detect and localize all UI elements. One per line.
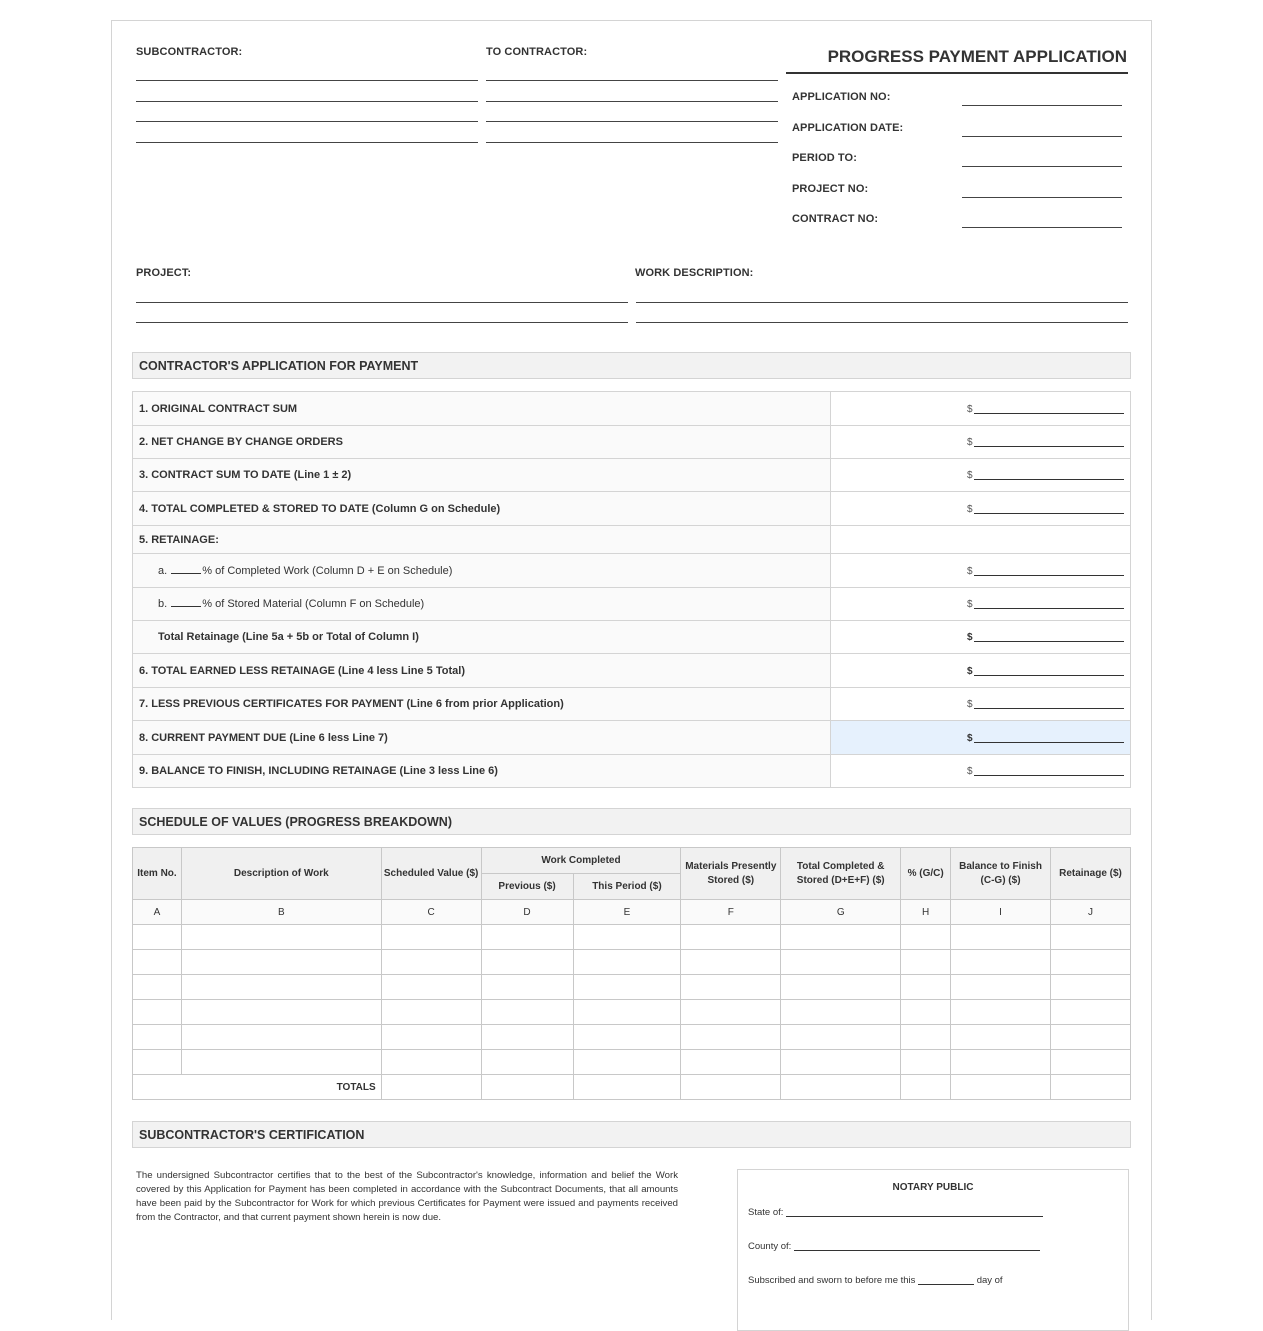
total-cell[interactable] bbox=[681, 1075, 781, 1100]
row-prefix: a. bbox=[158, 564, 168, 577]
certification-statement: The undersigned Subcontractor certifies that to the best of the Subcontractor's knowledge, information and belief the Work covered by this Application for Payment has been completed in accordance with the Subcontract Documents, that all amounts have been paid by the Subcontractor for Work for which previous Certificates for Payment were issued and payments received from the Contractor, and that current payment shown herein is now due. bbox=[136, 1170, 678, 1223]
table-cell[interactable] bbox=[181, 1000, 381, 1025]
amount-line bbox=[974, 708, 1124, 709]
application-date-field[interactable] bbox=[962, 136, 1122, 137]
table-cell[interactable] bbox=[573, 975, 681, 1000]
app-row-label: 7. LESS PREVIOUS CERTIFICATES FOR PAYMENT (Line 6 from prior Application) bbox=[133, 688, 831, 721]
totals-label: TOTALS bbox=[133, 1075, 382, 1100]
period-to-field[interactable] bbox=[962, 166, 1122, 167]
table-cell[interactable] bbox=[1050, 950, 1130, 975]
column-letter: I bbox=[951, 900, 1051, 925]
table-cell[interactable] bbox=[573, 1000, 681, 1025]
table-cell[interactable] bbox=[133, 1050, 182, 1075]
table-cell[interactable] bbox=[133, 950, 182, 975]
amount-line bbox=[974, 775, 1124, 776]
col-work-completed: Work Completed bbox=[481, 848, 681, 874]
table-cell[interactable] bbox=[781, 975, 901, 1000]
col-materials-stored: Materials Presently Stored ($) bbox=[681, 848, 781, 900]
table-cell[interactable] bbox=[481, 1025, 573, 1050]
retainage-stored-field[interactable] bbox=[831, 588, 1131, 621]
certification-section-title: SUBCONTRACTOR'S CERTIFICATION bbox=[139, 1128, 365, 1142]
total-cell[interactable] bbox=[481, 1075, 573, 1100]
table-cell[interactable] bbox=[951, 950, 1051, 975]
percent-blank[interactable] bbox=[171, 573, 201, 574]
table-row bbox=[133, 975, 1131, 1000]
subcontractor-line-1[interactable] bbox=[136, 80, 478, 81]
total-cell[interactable] bbox=[951, 1075, 1051, 1100]
column-letter: A bbox=[133, 900, 182, 925]
app-row-label: Total Retainage (Line 5a + 5b or Total of Column I) bbox=[133, 621, 831, 654]
table-cell[interactable] bbox=[1050, 975, 1130, 1000]
current-payment-due-field[interactable] bbox=[831, 721, 1131, 755]
row-prefix: b. bbox=[158, 598, 168, 610]
form-page bbox=[111, 20, 1152, 1320]
amount-line bbox=[974, 513, 1124, 514]
period-to-label: PERIOD TO: bbox=[792, 152, 857, 164]
table-cell[interactable] bbox=[481, 925, 573, 950]
app-row-8 bbox=[133, 721, 1131, 755]
amount-line bbox=[974, 446, 1124, 447]
table-cell[interactable] bbox=[381, 1050, 481, 1075]
table-cell[interactable] bbox=[781, 950, 901, 975]
subcontractor-line-4[interactable] bbox=[136, 142, 478, 143]
column-letter: J bbox=[1050, 900, 1130, 925]
table-row bbox=[133, 950, 1131, 975]
amount-line bbox=[974, 608, 1124, 609]
to-contractor-line-1[interactable] bbox=[486, 80, 778, 81]
work-description-line-2[interactable] bbox=[636, 322, 1128, 323]
amount-line bbox=[974, 675, 1124, 676]
table-cell[interactable] bbox=[781, 1025, 901, 1050]
col-previous: Previous ($) bbox=[481, 874, 573, 900]
app-row-label bbox=[133, 588, 831, 621]
app-row-5 bbox=[133, 526, 1131, 554]
table-cell[interactable] bbox=[781, 1050, 901, 1075]
column-letter: G bbox=[781, 900, 901, 925]
table-cell[interactable] bbox=[181, 925, 381, 950]
balance-to-finish-field[interactable] bbox=[831, 755, 1131, 788]
currency-symbol: $ bbox=[967, 404, 973, 415]
subcontractor-line-2[interactable] bbox=[136, 101, 478, 102]
subcontractor-label: SUBCONTRACTOR: bbox=[136, 46, 243, 58]
project-label: PROJECT: bbox=[136, 267, 192, 279]
app-row-2 bbox=[133, 426, 1131, 459]
table-cell[interactable] bbox=[481, 950, 573, 975]
amount-line bbox=[974, 742, 1124, 743]
table-cell[interactable] bbox=[381, 950, 481, 975]
app-row-label: 9. BALANCE TO FINISH, INCLUDING RETAINAGE (Line 3 less Line 6) bbox=[133, 755, 831, 788]
app-row-label: 1. ORIGINAL CONTRACT SUM bbox=[133, 392, 831, 426]
amount-line bbox=[974, 413, 1124, 414]
county-of-label: County of: bbox=[748, 1241, 792, 1252]
title-underline bbox=[786, 72, 1128, 74]
project-no-label: PROJECT NO: bbox=[792, 183, 869, 195]
table-cell[interactable] bbox=[181, 1025, 381, 1050]
table-cell[interactable] bbox=[1050, 1025, 1130, 1050]
app-row-1 bbox=[133, 392, 1131, 426]
table-cell[interactable] bbox=[901, 950, 951, 975]
application-date-label: APPLICATION DATE: bbox=[792, 122, 904, 134]
application-table bbox=[132, 391, 1131, 788]
currency-symbol: $ bbox=[967, 470, 973, 481]
table-cell[interactable] bbox=[481, 975, 573, 1000]
table-cell[interactable] bbox=[1050, 925, 1130, 950]
table-cell[interactable] bbox=[901, 1000, 951, 1025]
total-cell[interactable] bbox=[381, 1075, 481, 1100]
table-cell[interactable] bbox=[381, 1025, 481, 1050]
table-cell[interactable] bbox=[901, 975, 951, 1000]
table-cell[interactable] bbox=[133, 975, 182, 1000]
table-cell[interactable] bbox=[781, 925, 901, 950]
table-cell[interactable] bbox=[951, 975, 1051, 1000]
app-row-6 bbox=[133, 654, 1131, 688]
table-cell[interactable] bbox=[951, 1050, 1051, 1075]
table-cell[interactable] bbox=[1050, 1000, 1130, 1025]
certification-section-header bbox=[132, 1121, 1131, 1148]
currency-symbol: $ bbox=[967, 632, 973, 643]
county-of-row bbox=[748, 1241, 1040, 1252]
county-of-field[interactable] bbox=[794, 1250, 1040, 1251]
table-cell[interactable] bbox=[381, 975, 481, 1000]
total-completed-field[interactable] bbox=[831, 492, 1131, 526]
project-line-1[interactable] bbox=[136, 302, 628, 303]
app-row-label: 5. RETAINAGE: bbox=[133, 526, 831, 554]
app-row-total-retainage bbox=[133, 621, 1131, 654]
to-contractor-line-3[interactable] bbox=[486, 121, 778, 122]
currency-symbol: $ bbox=[967, 437, 973, 448]
table-row bbox=[133, 925, 1131, 950]
total-cell[interactable] bbox=[781, 1075, 901, 1100]
app-row-3 bbox=[133, 459, 1131, 492]
table-row bbox=[133, 1000, 1131, 1025]
column-letter: E bbox=[573, 900, 681, 925]
contract-sum-to-date-field[interactable] bbox=[831, 459, 1131, 492]
table-cell[interactable] bbox=[133, 1025, 182, 1050]
original-contract-sum-field[interactable] bbox=[831, 392, 1131, 426]
table-cell[interactable] bbox=[951, 925, 1051, 950]
col-description: Description of Work bbox=[181, 848, 381, 900]
work-description-line-1[interactable] bbox=[636, 302, 1128, 303]
day-of-label: day of bbox=[976, 1275, 1003, 1286]
app-row-7 bbox=[133, 688, 1131, 721]
table-cell[interactable] bbox=[573, 1025, 681, 1050]
table-cell[interactable] bbox=[573, 925, 681, 950]
col-balance-to-finish: Balance to Finish (C-G) ($) bbox=[951, 848, 1051, 900]
application-no-label: APPLICATION NO: bbox=[792, 91, 891, 103]
total-cell[interactable] bbox=[573, 1075, 681, 1100]
currency-symbol: $ bbox=[967, 566, 973, 577]
app-row-label bbox=[133, 554, 831, 588]
total-retainage-field[interactable] bbox=[831, 621, 1131, 654]
application-section-title: CONTRACTOR'S APPLICATION FOR PAYMENT bbox=[139, 359, 419, 373]
to-contractor-line-4[interactable] bbox=[486, 142, 778, 143]
table-cell[interactable] bbox=[181, 1050, 381, 1075]
column-letter: H bbox=[901, 900, 951, 925]
table-cell[interactable] bbox=[133, 1000, 182, 1025]
col-total-completed: Total Completed & Stored (D+E+F) ($) bbox=[781, 848, 901, 900]
day-field[interactable] bbox=[918, 1284, 974, 1285]
previous-certificates-field[interactable] bbox=[831, 688, 1131, 721]
row-text: % of Stored Material (Column F on Schedule) bbox=[202, 598, 425, 610]
currency-symbol: $ bbox=[967, 666, 973, 677]
column-letter: B bbox=[181, 900, 381, 925]
to-contractor-line-2[interactable] bbox=[486, 101, 778, 102]
table-cell[interactable] bbox=[381, 1000, 481, 1025]
col-percent: % (G/C) bbox=[901, 848, 951, 900]
app-row-5a bbox=[133, 554, 1131, 588]
table-cell[interactable] bbox=[1050, 1050, 1130, 1075]
column-letter: C bbox=[381, 900, 481, 925]
table-cell[interactable] bbox=[681, 1025, 781, 1050]
column-letter: F bbox=[681, 900, 781, 925]
currency-symbol: $ bbox=[967, 766, 973, 777]
row-text: % of Completed Work (Column D + E on Schedule) bbox=[202, 564, 453, 577]
table-cell[interactable] bbox=[681, 925, 781, 950]
table-cell[interactable] bbox=[481, 1000, 573, 1025]
to-contractor-label: TO CONTRACTOR: bbox=[486, 46, 588, 58]
table-cell[interactable] bbox=[573, 1050, 681, 1075]
schedule-table bbox=[132, 847, 1131, 1100]
state-of-field[interactable] bbox=[786, 1216, 1043, 1217]
subscribed-label: Subscribed and sworn to before me this bbox=[748, 1275, 916, 1286]
subcontractor-line-3[interactable] bbox=[136, 121, 478, 122]
app-row-5b bbox=[133, 588, 1131, 621]
app-row-9 bbox=[133, 755, 1131, 788]
amount-line bbox=[974, 641, 1124, 642]
contract-no-label: CONTRACT NO: bbox=[792, 213, 879, 225]
currency-symbol: $ bbox=[967, 699, 973, 710]
retainage-completed-field[interactable] bbox=[831, 554, 1131, 588]
application-section-header bbox=[132, 352, 1131, 379]
form-title: PROGRESS PAYMENT APPLICATION bbox=[827, 47, 1127, 66]
table-cell[interactable] bbox=[951, 1025, 1051, 1050]
state-of-row bbox=[748, 1207, 1043, 1218]
col-item-no: Item No. bbox=[133, 848, 182, 900]
col-retainage: Retainage ($) bbox=[1050, 848, 1130, 900]
app-row-label: 3. CONTRACT SUM TO DATE (Line 1 ± 2) bbox=[133, 459, 831, 492]
currency-symbol: $ bbox=[967, 733, 973, 744]
table-cell[interactable] bbox=[901, 1025, 951, 1050]
table-row bbox=[133, 1050, 1131, 1075]
subscribed-row bbox=[748, 1275, 1003, 1286]
table-cell[interactable] bbox=[681, 1000, 781, 1025]
project-no-field[interactable] bbox=[962, 197, 1122, 198]
schedule-section-title: SCHEDULE OF VALUES (PROGRESS BREAKDOWN) bbox=[139, 815, 452, 829]
application-no-field[interactable] bbox=[962, 105, 1122, 106]
column-letters-row bbox=[133, 900, 1131, 925]
table-cell[interactable] bbox=[481, 1050, 573, 1075]
total-cell[interactable] bbox=[901, 1075, 951, 1100]
table-cell[interactable] bbox=[573, 950, 681, 975]
amount-line bbox=[974, 575, 1124, 576]
totals-row bbox=[133, 1075, 1131, 1100]
table-cell[interactable] bbox=[181, 950, 381, 975]
table-cell[interactable] bbox=[681, 1050, 781, 1075]
total-earned-field[interactable] bbox=[831, 654, 1131, 688]
schedule-section-header bbox=[132, 808, 1131, 835]
work-description-label: WORK DESCRIPTION: bbox=[635, 267, 754, 279]
amount-line bbox=[974, 479, 1124, 480]
total-cell[interactable] bbox=[1050, 1075, 1130, 1100]
currency-symbol: $ bbox=[967, 504, 973, 515]
currency-symbol: $ bbox=[967, 599, 973, 610]
table-cell[interactable] bbox=[781, 1000, 901, 1025]
project-line-2[interactable] bbox=[136, 322, 628, 323]
table-cell[interactable] bbox=[133, 925, 182, 950]
notary-title: NOTARY PUBLIC bbox=[892, 1182, 974, 1193]
state-of-label: State of: bbox=[748, 1207, 784, 1218]
table-cell[interactable] bbox=[181, 975, 381, 1000]
app-row-label: 2. NET CHANGE BY CHANGE ORDERS bbox=[133, 426, 831, 459]
app-row-label: 6. TOTAL EARNED LESS RETAINAGE (Line 4 less Line 5 Total) bbox=[133, 654, 831, 688]
table-cell[interactable] bbox=[681, 950, 781, 975]
column-letter: D bbox=[481, 900, 573, 925]
table-row bbox=[133, 1025, 1131, 1050]
net-change-field[interactable] bbox=[831, 426, 1131, 459]
notary-box bbox=[737, 1169, 1129, 1331]
table-cell[interactable] bbox=[681, 975, 781, 1000]
app-row-label: 4. TOTAL COMPLETED & STORED TO DATE (Column G on Schedule) bbox=[133, 492, 831, 526]
percent-blank[interactable] bbox=[171, 606, 201, 607]
col-this-period: This Period ($) bbox=[573, 874, 681, 900]
contract-no-field[interactable] bbox=[962, 227, 1122, 228]
table-cell[interactable] bbox=[951, 1000, 1051, 1025]
col-scheduled-value: Scheduled Value ($) bbox=[381, 848, 481, 900]
table-cell[interactable] bbox=[901, 925, 951, 950]
table-cell[interactable] bbox=[901, 1050, 951, 1075]
retainage-empty-cell bbox=[831, 526, 1131, 554]
app-row-label: 8. CURRENT PAYMENT DUE (Line 6 less Line 7) bbox=[133, 721, 831, 755]
table-cell[interactable] bbox=[381, 925, 481, 950]
app-row-4 bbox=[133, 492, 1131, 526]
